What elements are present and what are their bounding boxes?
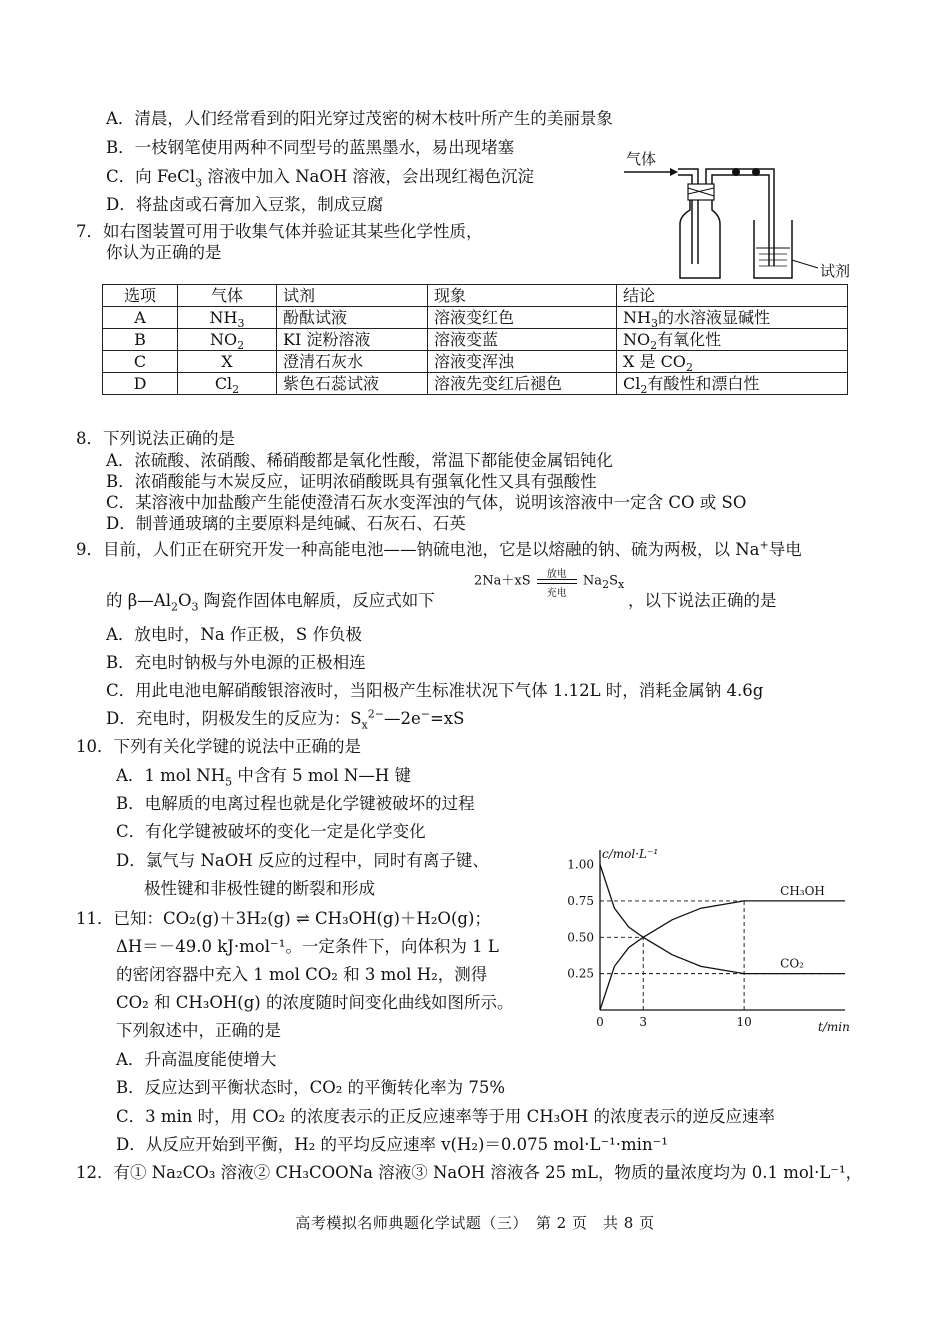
- q11-option-d: D．从反应开始到平衡，H₂ 的平均反应速率 v(H₂)＝0.075 mol·L⁻¹·min⁻¹: [116, 1135, 668, 1154]
- cell-phenomenon: 溶液变浑浊: [428, 351, 617, 373]
- concentration-time-chart: [560, 838, 860, 1038]
- x-axis-label: t/min: [818, 1020, 850, 1034]
- page-footer: 高考模拟名师典题化学试题（三） 第 2 页 共 8 页: [295, 1214, 655, 1232]
- q6-option-b: B．一枝钢笔使用两种不同型号的蓝黑墨水，易出现堵塞: [106, 138, 515, 157]
- cell-reagent: 澄清石灰水: [277, 351, 428, 373]
- th-conclusion: 结论: [617, 285, 848, 307]
- table-row: [103, 329, 848, 351]
- q7-stem-line1: 7．如右图装置可用于收集气体并验证其某些化学性质，: [76, 222, 483, 241]
- series-label: CH₃OH: [780, 883, 825, 898]
- q10-option-a: A．1 mol $NH_5$ 中含有 5 mol N—H 键: [116, 766, 411, 789]
- y-tick-label: 0.25: [567, 966, 594, 981]
- th-gas: 气体: [178, 285, 277, 307]
- x-tick-label: 3: [639, 1015, 648, 1029]
- y-axis-label: c/mol·L⁻¹: [602, 847, 659, 861]
- q8-option-a: A．浓硫酸、浓硝酸、稀硝酸都是氧化性酸，常温下都能使金属铝钝化: [106, 451, 613, 470]
- q9-option-d: D．充电时，阴极发生的反应为：$S_x^{2-}—2e^-=xS$: [106, 707, 465, 732]
- th-option: 选项: [103, 285, 178, 307]
- q11-line5: 下列叙述中，正确的是: [116, 1021, 281, 1040]
- x-tick-label: 0: [596, 1015, 604, 1029]
- q10-option-d-line1: D．氯气与 NaOH 反应的过程中，同时有离子键、: [116, 851, 489, 870]
- q11-option-b: B．反应达到平衡状态时，CO₂ 的平衡转化率为 75%: [116, 1078, 506, 1097]
- q9-stem-line2: 的 $\beta—Al_2O_3$ 陶瓷作固体电解质，反应式如下: [106, 591, 435, 614]
- th-reagent: 试剂: [277, 285, 428, 307]
- q7-table: [102, 284, 848, 395]
- cell-reagent: KI 淀粉溶液: [277, 329, 428, 351]
- q6-option-d: D．将盐卤或石膏加入豆浆，制成豆腐: [106, 195, 384, 214]
- series-line-co2: [600, 865, 845, 974]
- y-tick-label: 0.75: [567, 893, 594, 908]
- q8-option-d: D．制普通玻璃的主要原料是纯碱、石灰石、石英: [106, 514, 466, 533]
- table-row: [103, 351, 848, 373]
- q9-option-c: C．用此电池电解硝酸银溶液时，当阳极产生标准状况下气体 1.12L 时，消耗金属钠 4.6g: [106, 681, 764, 700]
- th-phenomenon: 现象: [428, 285, 617, 307]
- q7-stem-line2: 你认为正确的是: [106, 243, 222, 262]
- cell-reagent: 酚酞试液: [277, 307, 428, 329]
- q10-stem: 10．下列有关化学键的说法中正确的是: [76, 737, 361, 756]
- q10-option-d-line2: 极性键和非极性键的断裂和形成: [144, 879, 375, 898]
- gas-label: 气体: [626, 150, 657, 168]
- q11-option-a: A．升高温度能使增大: [116, 1050, 277, 1069]
- cell-conclusion: $NH_3$的水溶液显碱性: [617, 307, 848, 329]
- reaction-equation: 2Na＋xS 放电 充电 $Na_2S_x$: [474, 569, 625, 599]
- q6-option-a: A．清晨，人们经常看到的阳光穿过茂密的树木枝叶所产生的美丽景象: [106, 109, 613, 128]
- table-header-row: [103, 285, 848, 307]
- cell-gas: $NO_2$: [178, 329, 277, 351]
- q11-line1: 11．已知：CO₂(g)＋3H₂(g) ⇌ CH₃OH(g)＋H₂O(g)；: [76, 909, 491, 928]
- q11-line3: 的密闭容器中充入 1 mol CO₂ 和 3 mol H₂，测得: [116, 965, 488, 984]
- cell-option: D: [103, 373, 178, 395]
- cell-phenomenon: 溶液变蓝: [428, 329, 617, 351]
- q12-line1: 12．有① Na₂CO₃ 溶液② CH₃COONa 溶液③ NaOH 溶液各 25 mL，物质的量浓度均为 0.1 mol·L⁻¹，: [76, 1163, 863, 1182]
- cell-gas: X: [178, 351, 277, 373]
- q8-option-c: C．某溶液中加盐酸产生能使澄清石灰水变浑浊的气体，说明该溶液中一定含 CO 或 SO: [106, 493, 747, 512]
- q9-stem-tail: ，以下说法正确的是: [628, 591, 777, 610]
- cell-phenomenon: 溶液先变红后褪色: [428, 373, 617, 395]
- q11-line2: ΔH＝－49.0 kJ·mol⁻¹。一定条件下，向体积为 1 L: [116, 937, 499, 956]
- table-row: [103, 307, 848, 329]
- cell-option: C: [103, 351, 178, 373]
- q9-option-b: B．充电时钠极与外电源的正极相连: [106, 653, 366, 672]
- q11-option-c: C．3 min 时，用 CO₂ 的浓度表示的正反应速率等于用 CH₃OH 的浓度表示的逆反应速率: [116, 1107, 775, 1126]
- cell-conclusion: $Cl_2$有酸性和漂白性: [617, 373, 848, 395]
- reagent-label: 试剂: [820, 262, 851, 280]
- q10-option-b: B．电解质的电离过程也就是化学键被破坏的过程: [116, 794, 475, 813]
- q8-stem: 8．下列说法正确的是: [76, 429, 235, 448]
- cell-conclusion: $NO_2$有氧化性: [617, 329, 848, 351]
- cell-gas: $NH_3$: [178, 307, 277, 329]
- gas-apparatus-diagram: [620, 140, 860, 282]
- cell-phenomenon: 溶液变红色: [428, 307, 617, 329]
- cell-reagent: 紫色石蕊试液: [277, 373, 428, 395]
- q9-stem-line1: 9．目前，人们正在研究开发一种高能电池——钠硫电池，它是以熔融的钠、硫为两极，以 Na+导电: [76, 538, 802, 559]
- table-row: [103, 373, 848, 395]
- cell-option: A: [103, 307, 178, 329]
- series-line-ch3oh: [600, 901, 845, 1010]
- series-label: CO₂: [780, 956, 804, 971]
- q6-option-c: C．向 FeCl$_3$ 溶液中加入 NaOH 溶液，会出现红褐色沉淀: [106, 167, 535, 190]
- q9-option-a: A．放电时，Na 作正极，S 作负极: [106, 625, 362, 644]
- cell-gas: $Cl_2$: [178, 373, 277, 395]
- q8-option-b: B．浓硝酸能与木炭反应，证明浓硝酸既具有强氧化性又具有强酸性: [106, 472, 597, 491]
- q11-line4: CO₂ 和 CH₃OH(g) 的浓度随时间变化曲线如图所示。: [116, 993, 514, 1012]
- y-tick-label: 1.00: [567, 857, 594, 872]
- cell-conclusion: X 是 $CO_2$: [617, 351, 848, 373]
- y-tick-label: 0.50: [567, 930, 594, 945]
- q10-option-c: C．有化学键被破坏的变化一定是化学变化: [116, 822, 426, 841]
- cell-option: B: [103, 329, 178, 351]
- x-tick-label: 10: [736, 1015, 752, 1029]
